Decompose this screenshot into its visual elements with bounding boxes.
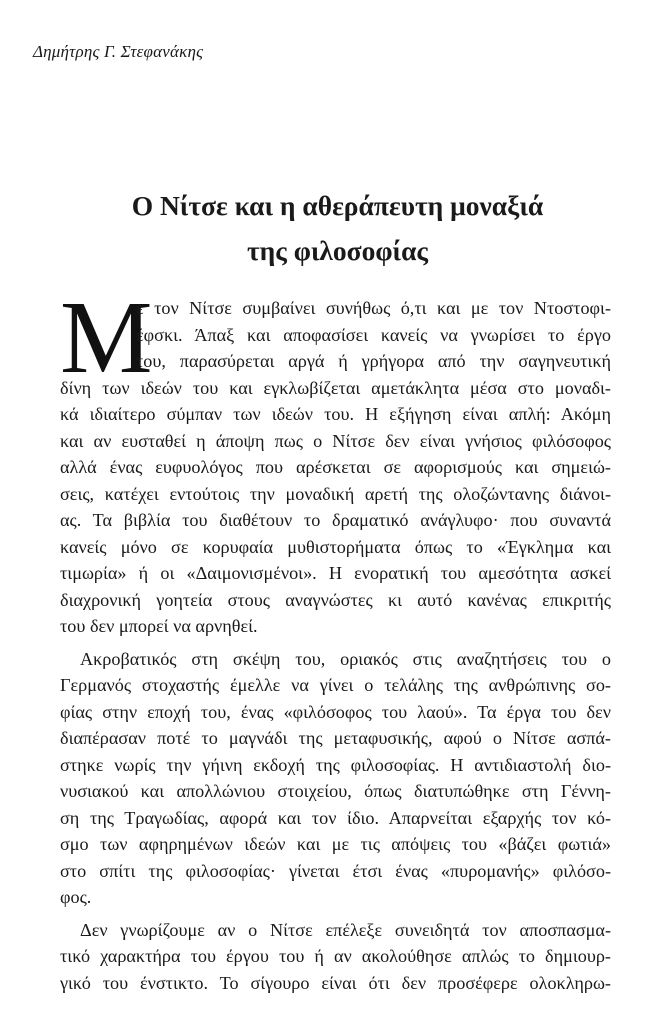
text-line: ση της Τραγωδίας, αφορά και τον ίδιο. Απαρνείται εξαρχής τον κό- <box>60 807 611 828</box>
text-line: αλλά ένας ευφυολόγος που αρέσκεται σε αφορισμούς και σημειώ- <box>60 457 611 477</box>
text-line: κά ιδιαίτερο σύμπαν των ιδεών του. Η εξήγηση είναι απλή: Ακόμη <box>60 404 611 424</box>
text-line: ε τον Νίτσε συμβαίνει συνήθως ό,τι και με τον Ντοστοφι- <box>136 298 611 318</box>
text-line: διαπέρασαν ποτέ το μαγνάδι της μεταφυσικής, αφού ο Νίτσε ασπά- <box>60 728 611 748</box>
text-line: φίας στην εποχή του, ένας «φιλόσοφος του λαού». Τα έργα του δεν <box>60 701 611 722</box>
paragraph <box>60 646 611 911</box>
text-line: κανείς μόνο σε κορυφαία μυθιστορήματα όπως το «Έγκλημα και <box>60 536 611 557</box>
text-line: έφσκι. Άπαξ και αποφασίσει κανείς να γνωρίσει το έργο <box>136 324 611 345</box>
text-line: του δεν μπορεί να αρνηθεί. <box>60 616 258 636</box>
text-line: διαχρονική γοητεία στους αναγνώστες κι αυτό κανένας επικριτής <box>60 589 611 610</box>
text-line: τιμωρία» ή οι «Δαιμονισμένοι». Η ενορατική του αμεσότητα ασκεί <box>60 563 611 583</box>
text-line: Γερμανός στοχαστής έμελλε να γίνει ο τελάλης της ανθρώπινης σο- <box>60 675 611 695</box>
chapter-title <box>60 183 615 273</box>
text-line: νυσιακού και απολλώνιου στοιχείου, όπως διατυπώθηκε στη Γέννη- <box>60 781 611 801</box>
text-line: και αν ευσταθεί η άποψη πως ο Νίτσε δεν είναι γνήσιος φιλόσοφος <box>60 430 611 451</box>
running-head-author: Δημήτρης Γ. Στεφανάκης <box>33 42 204 61</box>
text-line: στο σπίτι της φιλοσοφίας· γίνεται έτσι ένας «πυρομανής» φιλόσο- <box>60 860 611 881</box>
chapter-title-line: Ο Νίτσε και η αθεράπευτη μοναξιά <box>131 190 544 221</box>
text-line: φος. <box>60 887 92 907</box>
chapter-title-line: της φιλοσοφίας <box>246 235 429 266</box>
text-line: σεις, κατέχει εντούτοις την μοναδική αρετή της ολοζώντανης διάνοι- <box>60 483 611 504</box>
paragraph <box>60 280 611 640</box>
text-line: ας. Τα βιβλία του διαθέτουν το δραματικό ανάγλυφο· που συναντά <box>60 510 611 530</box>
text-line: στηκε νωρίς την γήινη εκδοχή της φιλοσοφίας. Η αντιδιαστολή διο- <box>60 754 611 775</box>
text-line: του, παρασύρεται αργά ή γρήγορα από την σαγηνευτική <box>136 351 611 371</box>
text-line: Ακροβατικός στη σκέψη του, οριακός στις αναζητήσεις του ο <box>80 648 611 669</box>
text-line: Δεν γνωρίζουμε αν ο Νίτσε επέλεξε συνειδητά τον αποσπασμα- <box>80 919 611 940</box>
text-line: τικό χαρακτήρα του έργου του ή αν ακολούθησε απλώς το δημιουρ- <box>60 946 611 966</box>
drop-cap: Μ <box>60 280 153 395</box>
text-line: σμο των αφηρημένων ιδεών και με τις απόψεις του «βάζει φωτιά» <box>60 834 611 854</box>
body-text <box>60 280 611 996</box>
paragraph <box>60 917 611 997</box>
text-line: γικό του ένστικτο. Το σίγουρο είναι ότι δεν προσέφερε ολοκληρω- <box>60 972 611 993</box>
text-line: δίνη των ιδεών του και εγκλωβίζεται αμετάκλητα μέσα στο μοναδι- <box>60 377 611 398</box>
